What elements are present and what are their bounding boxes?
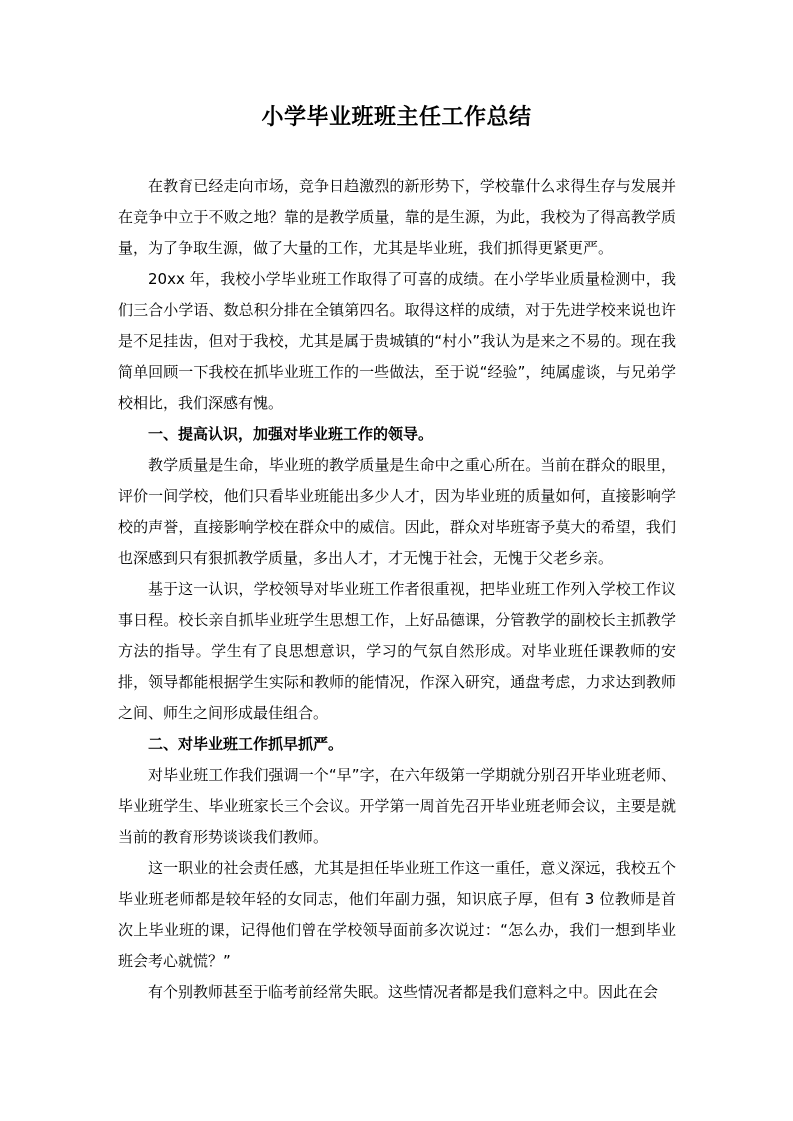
paragraph: 基于这一认识，学校领导对毕业班工作者很重视，把毕业班工作列入学校工作议事日程。校长亲自抓毕业班学生思想工作，上好品德课，分管教学的副校长主抓教学方法的指导。学生有了良思想意识，学习的气氛自然形成。对毕业班任课教师的安排，领导都能根据学生实际和教师的能情况，作深入研究，通盘考虑，力求达到教师之间、师生之间形成最佳组合。 — [118, 580, 676, 722]
section-heading: 二、对毕业班工作抓早抓严。 — [148, 735, 344, 753]
paragraph: 教学质量是生命，毕业班的教学质量是生命中之重心所在。当前在群众的眼里，评价一间学校，他们只看毕业班能出多少人才，因为毕业班的质量如何，直接影响学校的声誉，直接影响学校在群众中的威信。因此，群众对毕班寄予莫大的希望，我们也深感到只有狠抓教学质量，多出人才，才无愧于社会，无愧于父老乡亲。 — [118, 456, 676, 567]
section-heading: 一、提高认识，加强对毕业班工作的领导。 — [148, 425, 434, 443]
paragraph: 对毕业班工作我们强调一个“早”字，在六年级第一学期就分别召开毕业班老师、毕业班学生、毕业班家长三个会议。开学第一周首先召开毕业班老师会议，主要是就当前的教育形势谈谈我们教师。 — [118, 766, 676, 846]
paragraph: 在教育已经走向市场，竞争日趋激烈的新形势下，学校靠什么求得生存与发展并在竞争中立于不败之地？靠的是教学质量，靠的是生源，为此，我校为了得高教学质量，为了争取生源，做了大量的工作，尤其是毕业班，我们抓得更紧更严。 — [118, 177, 676, 257]
paragraph: 这一职业的社会责任感，尤其是担任毕业班工作这一重任，意义深远，我校五个毕业班老师都是较年轻的女同志，他们年副力强，知识底子厚，但有 3 位教师是首次上毕业班的课，记得他们曾在学校领导面前多次说过：“怎么办，我们一想到毕业班会考心就慌？” — [118, 859, 676, 970]
document-title: 小学毕业班班主任工作总结 — [261, 105, 532, 130]
document-body — [118, 171, 676, 1008]
paragraph: 有个别教师甚至于临考前经常失眠。这些情况者都是我们意料之中。因此在会 — [148, 983, 659, 1001]
paragraph: 20xx 年，我校小学毕业班工作取得了可喜的成绩。在小学毕业质量检测中，我们三合小学语、数总积分排在全镇第四名。取得这样的成绩，对于先进学校来说也许是不足挂齿，但对于我校，尤其是属于贵城镇的“村小”我认为是来之不易的。现在我简单回顾一下我校在抓毕业班工作的一些做法，至于说“经验”，纯属虚谈，与兄弟学校相比，我们深感有愧。 — [118, 270, 676, 412]
